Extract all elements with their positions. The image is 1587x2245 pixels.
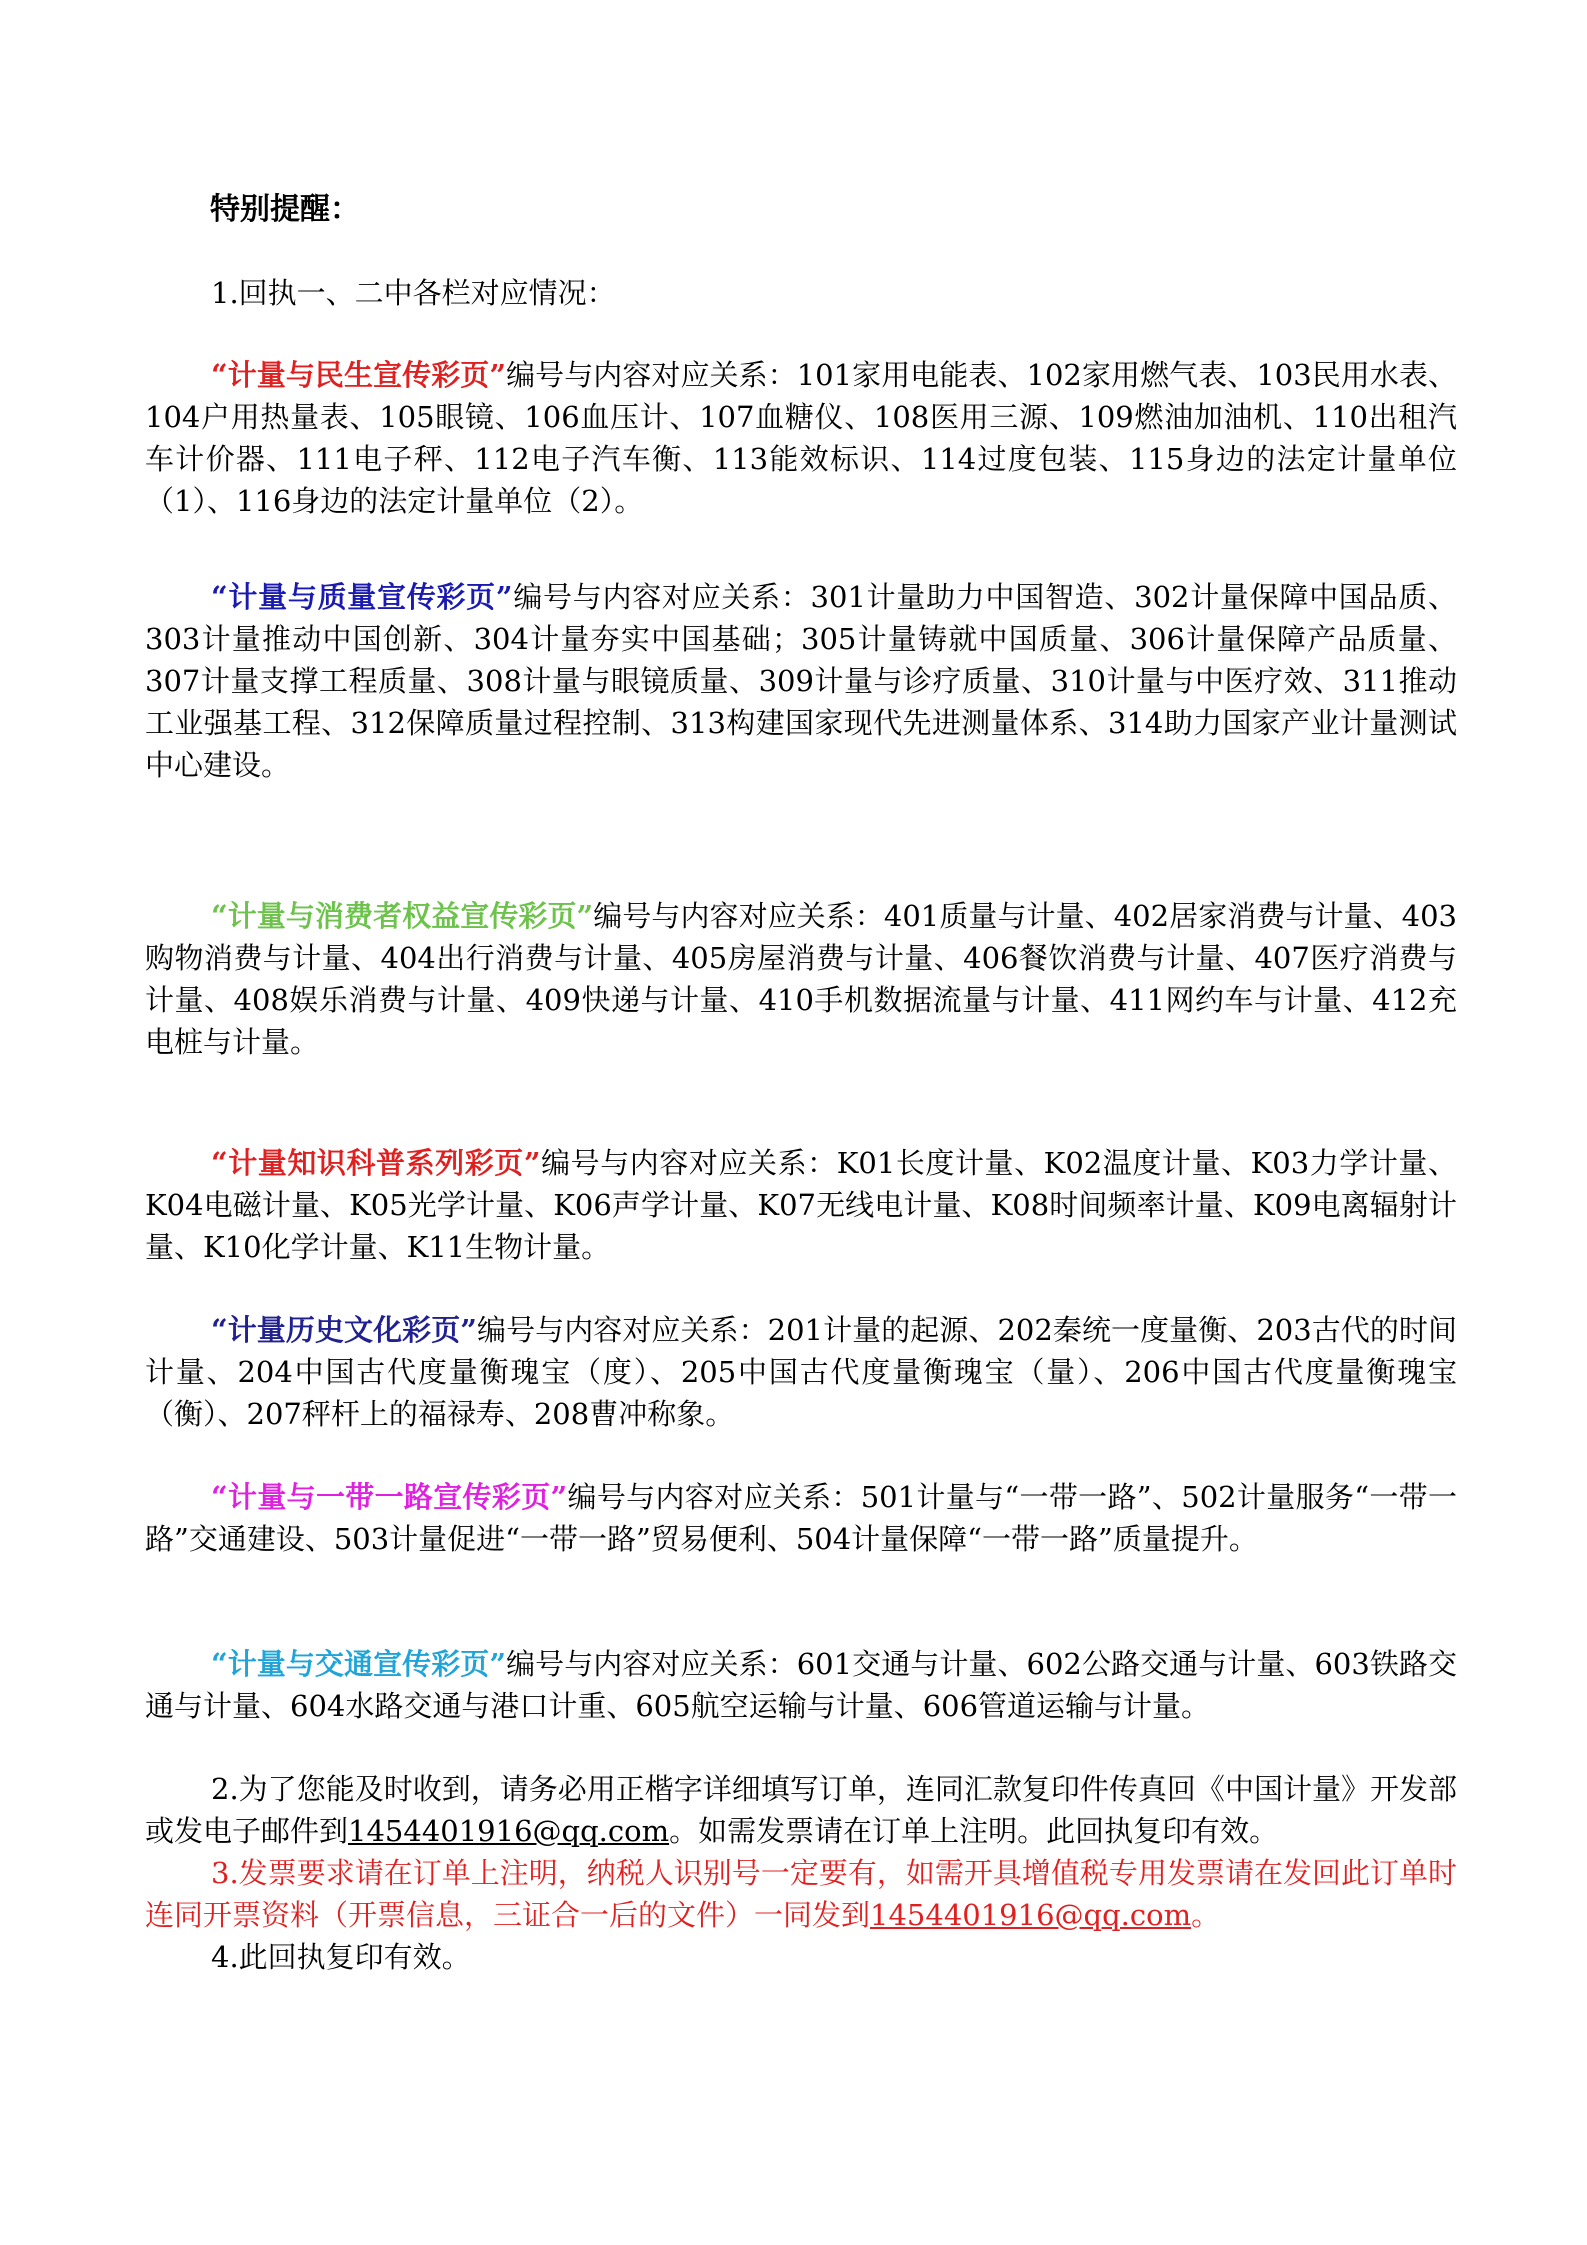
section-body-transport: 编号与内容对应关系：601交通与计量、602公路交通与计量、603铁路交通与计量、604水路交通与港口计重、605航空运输与计量、606管道运输与计量。 [145,1647,1457,1723]
section-livelihood [145,354,1457,522]
section-consumer [145,895,1457,1063]
section-history [145,1309,1457,1435]
section-title-livelihood: “计量与民生宣传彩页” [211,358,507,392]
section-title-quality: “计量与质量宣传彩页” [211,580,513,614]
section-body-quality: 编号与内容对应关系：301计量助力中国智造、302计量保障中国品质、303计量推动中国创新、304计量夯实中国基础；305计量铸就中国质量、306计量保障产品质量、307计量支撑工程质量、308计量与眼镜质量、309计量与诊疗质量、310计量与中医疗效、311推动工业强基工程、312保障质量过程控制、313构建国家现代先进测量体系、314助力国家产业计量测试中心建设。 [145,580,1457,782]
item-4: 4.此回执复印有效。 [211,1940,471,1974]
section-body-consumer: 编号与内容对应关系：401质量与计量、402居家消费与计量、403购物消费与计量、404出行消费与计量、405房屋消费与计量、406餐饮消费与计量、407医疗消费与计量、408娱乐消费与计量、409快递与计量、410手机数据流量与计量、411网约车与计量、412充电桩与计量。 [145,899,1457,1059]
section-belt-road [145,1476,1457,1560]
section-title-science: “计量知识科普系列彩页” [211,1146,541,1180]
section-title-transport: “计量与交通宣传彩页” [211,1647,507,1681]
section-title-consumer: “计量与消费者权益宣传彩页” [211,899,594,933]
section-title-history: “计量历史文化彩页” [211,1313,477,1347]
section-body-livelihood: 编号与内容对应关系：101家用电能表、102家用燃气表、103民用水表、104户用热量表、105眼镜、106血压计、107血糖仪、108医用三源、109燃油加油机、110出租汽车计价器、111电子秤、112电子汽车衡、113能效标识、114过度包装、115身边的法定计量单位（1）、116身边的法定计量单位（2）。 [145,358,1457,518]
section-body-history: 编号与内容对应关系：201计量的起源、202秦统一度量衡、203古代的时间计量、204中国古代度量衡瑰宝（度）、205中国古代度量衡瑰宝（量）、206中国古代度量衡瑰宝（衡）、207秤杆上的福禄寿、208曹冲称象。 [145,1313,1457,1431]
section-body-belt-road: 编号与内容对应关系：501计量与“一带一路”、502计量服务“一带一路”交通建设、503计量促进“一带一路”贸易便利、504计量保障“一带一路”质量提升。 [145,1480,1457,1556]
item-3-email-link[interactable]: 1454401916@qq.com [870,1898,1192,1932]
item-3 [145,1852,1457,1936]
item-2-text-end: 。如需发票请在订单上注明。此回执复印有效。 [669,1814,1279,1848]
item-2-email-link[interactable]: 1454401916@qq.com [348,1814,670,1848]
section-title-belt-road: “计量与一带一路宣传彩页” [211,1480,568,1514]
section-science [145,1142,1457,1268]
item-1: 1.回执一、二中各栏对应情况： [211,276,616,310]
item-2-text: 2.为了您能及时收到，请务必用正楷字详细填写订单，连同汇款复印件传真回《中国计量》开发部或发电子邮件到 [145,1772,1457,1848]
item-2 [145,1768,1457,1852]
item-3-text: 3.发票要求请在订单上注明，纳税人识别号一定要有，如需开具增值税专用发票请在发回此订单时连同开票资料（开票信息，三证合一后的文件）一同发到 [145,1856,1457,1932]
item-3-text-end: 。 [1191,1898,1221,1932]
section-transport [145,1643,1457,1727]
section-body-science: 编号与内容对应关系：K01长度计量、K02温度计量、K03力学计量、K04电磁计量、K05光学计量、K06声学计量、K07无线电计量、K08时间频率计量、K09电离辐射计量、K10化学计量、K11生物计量。 [145,1146,1457,1264]
reminder-heading: 特别提醒： [210,192,360,227]
section-quality [145,576,1457,786]
